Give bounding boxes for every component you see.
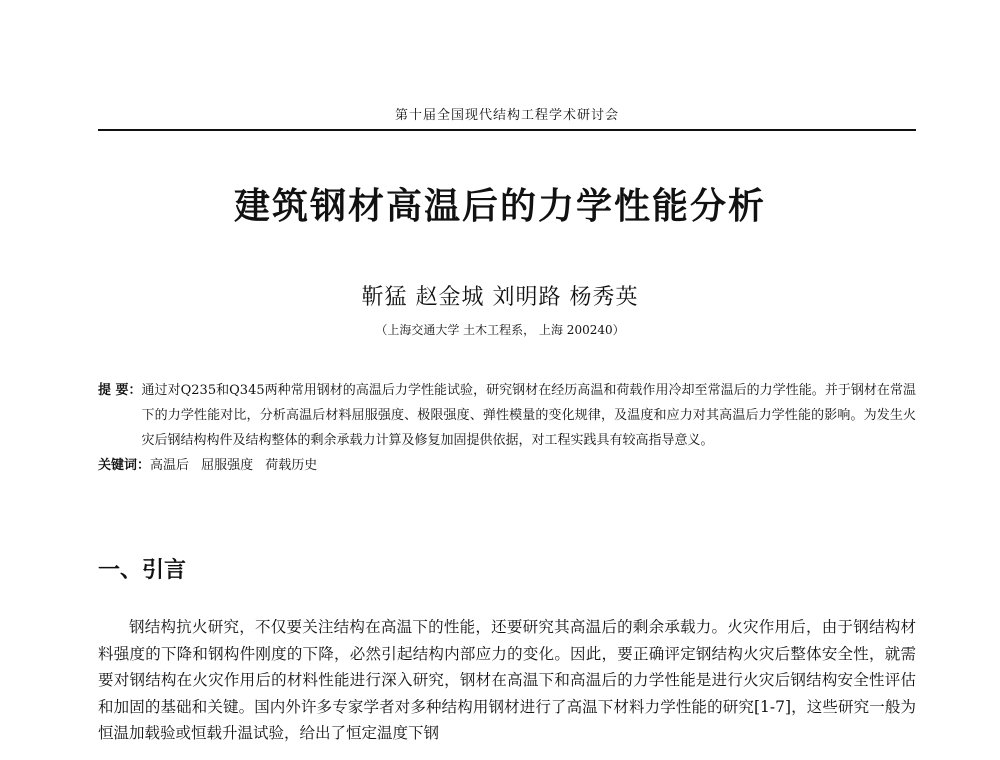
affiliation: （上海交通大学 土木工程系， 上海 200240） [375, 323, 625, 337]
abstract-row [98, 378, 916, 453]
running-header: 第十届全国现代结构工程学术研讨会 [98, 104, 916, 131]
section-heading: 一、引言 [98, 558, 187, 583]
abstract-label: 提 要： [98, 383, 142, 398]
keywords-row [98, 453, 916, 478]
abstract-block [98, 378, 916, 478]
author-list: 靳猛 赵金城 刘明路 杨秀英 [361, 285, 639, 310]
keywords-value: 高温后 屈服强度 荷载历史 [150, 458, 318, 473]
abstract-text: 通过对Q235和Q345两种常用钢材的高温后力学性能试验，研究钢材在经历高温和荷载作用冷却至常温后的力学性能。并于钢材在常温下的力学性能对比，分析高温后材料屈服强度、极限强度、弹性模量的变化规律，及温度和应力对其高温后力学性能的影响。为发生火灾后钢结构构件及结构整体的剩余承载力计算及修复加固提供依据，对工程实践具有较高指导意义。 [141, 383, 916, 448]
paper-title: 建筑钢材高温后的力学性能分析 [233, 186, 766, 227]
keywords-label: 关键词： [98, 458, 151, 473]
body-paragraph: 钢结构抗火研究，不仅要关注结构在高温下的性能，还要研究其高温后的剩余承载力。火灾作用后，由于钢结构材料强度的下降和钢构件刚度的下降，必然引起结构内部应力的变化。因此，要正确评定钢结构火灾后整体安全性，就需要对钢结构在火灾作用后的材料性能进行深入研究，钢材在高温下和高温后的力学性能是进行火灾后钢结构安全性评估和加固的基础和关键。国内外许多专家学者对多种结构用钢材进行了高温下材料力学性能的研究[1-7]，这些研究一般为恒温加载验或恒载升温试验，给出了恒定温度下钢 [98, 618, 916, 742]
